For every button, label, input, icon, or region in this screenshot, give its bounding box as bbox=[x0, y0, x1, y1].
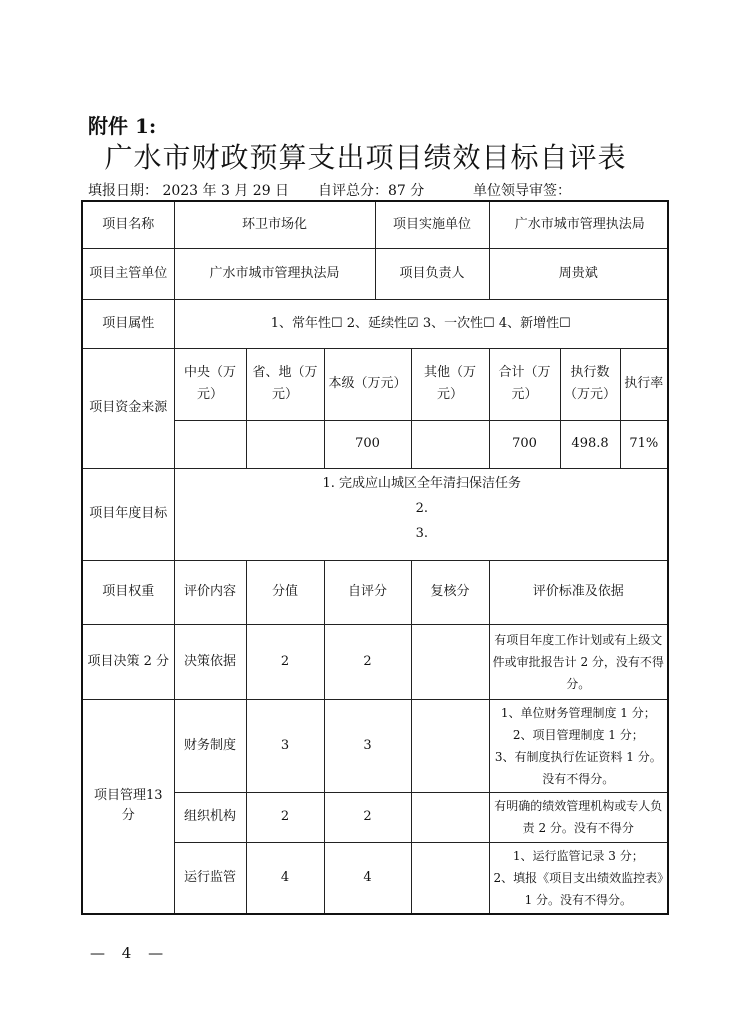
decision-content: 决策依据 bbox=[174, 624, 246, 699]
funds-value-rate: 71% bbox=[620, 420, 668, 468]
criteria-line: 2、填报《项目支出绩效监控表》1 分。没有不得分。 bbox=[493, 870, 664, 907]
self-score: 自评总分：87 分 bbox=[318, 183, 425, 199]
admin-unit-value: 广水市城市管理执法局 bbox=[174, 248, 375, 299]
management-review-score bbox=[411, 792, 489, 842]
funds-value-executed: 498.8 bbox=[560, 420, 620, 468]
project-attribute-value: 1、常年性☐ 2、延续性☑ 3、一次性☐ 4、新增性☐ bbox=[174, 299, 668, 348]
funds-value-total: 700 bbox=[489, 420, 560, 468]
goal-item: 2. bbox=[415, 500, 428, 516]
annual-goals-list bbox=[174, 468, 668, 560]
decision-criteria: 有项目年度工作计划或有上级文件或审批报告计 2 分，没有不得分。 bbox=[489, 624, 668, 699]
management-self-score: 3 bbox=[324, 699, 411, 792]
funds-value-local: 700 bbox=[324, 420, 411, 468]
funds-header: 执行数（万元） bbox=[560, 348, 620, 420]
funds-header: 执行率 bbox=[620, 348, 668, 420]
attachment-label: 附件 1: bbox=[88, 114, 157, 138]
table-row bbox=[82, 299, 668, 348]
table-row bbox=[82, 624, 668, 699]
eval-header: 复核分 bbox=[411, 560, 489, 624]
goal-item: 3. bbox=[415, 525, 428, 541]
eval-header: 自评分 bbox=[324, 560, 411, 624]
management-self-score: 4 bbox=[324, 842, 411, 914]
management-weight: 项目管理13 分 bbox=[82, 699, 174, 914]
management-criteria bbox=[489, 792, 668, 842]
table-row bbox=[82, 201, 668, 248]
project-attribute-label: 项目属性 bbox=[82, 299, 174, 348]
funds-value-province bbox=[246, 420, 324, 468]
table-row bbox=[82, 560, 668, 624]
funds-header: 其他（万元） bbox=[411, 348, 489, 420]
management-review-score bbox=[411, 699, 489, 792]
fill-date: 填报日期： 2023 年 3 月 29 日 bbox=[88, 183, 290, 199]
eval-header: 评价标准及依据 bbox=[489, 560, 668, 624]
project-lead-label: 项目负责人 bbox=[375, 248, 489, 299]
leader-sign: 单位领导审签： bbox=[473, 183, 571, 199]
management-review-score bbox=[411, 842, 489, 914]
criteria-line: 1、运行监管记录 3 分； bbox=[512, 848, 644, 863]
management-self-score: 2 bbox=[324, 792, 411, 842]
page-number: — 4 — bbox=[90, 944, 170, 962]
decision-score: 2 bbox=[246, 624, 324, 699]
management-score: 4 bbox=[246, 842, 324, 914]
management-score: 2 bbox=[246, 792, 324, 842]
implementing-unit-label: 项目实施单位 bbox=[375, 201, 489, 248]
decision-self-score: 2 bbox=[324, 624, 411, 699]
table-row bbox=[82, 468, 668, 560]
table-row bbox=[82, 699, 668, 792]
funds-header: 合计（万元） bbox=[489, 348, 560, 420]
annual-goals-label: 项目年度目标 bbox=[82, 468, 174, 560]
goal-item: 1. 完成应山城区全年清扫保洁任务 bbox=[322, 475, 522, 491]
management-score: 3 bbox=[246, 699, 324, 792]
decision-weight: 项目决策 2 分 bbox=[82, 624, 174, 699]
table-row bbox=[82, 248, 668, 299]
management-content: 财务制度 bbox=[174, 699, 246, 792]
admin-unit-label: 项目主管单位 bbox=[82, 248, 174, 299]
funds-header: 省、地（万元） bbox=[246, 348, 324, 420]
project-name-label: 项目名称 bbox=[82, 201, 174, 248]
criteria-line: 1、单位财务管理制度 1 分； bbox=[500, 705, 656, 720]
management-content: 运行监管 bbox=[174, 842, 246, 914]
funds-source-label: 项目资金来源 bbox=[82, 348, 174, 468]
management-criteria bbox=[489, 699, 668, 792]
project-name-value: 环卫市场化 bbox=[174, 201, 375, 248]
funds-header: 本级（万元） bbox=[324, 348, 411, 420]
project-lead-value: 周贵斌 bbox=[489, 248, 668, 299]
management-content: 组织机构 bbox=[174, 792, 246, 842]
criteria-line: 2、项目管理制度 1 分； bbox=[512, 727, 644, 742]
page-title: 广水市财政预算支出项目绩效目标自评表 bbox=[104, 141, 627, 174]
funds-value-other bbox=[411, 420, 489, 468]
evaluation-table bbox=[81, 200, 669, 915]
decision-review-score bbox=[411, 624, 489, 699]
criteria-line: 3、有制度执行佐证资料 1 分。没有不得分。 bbox=[494, 749, 662, 786]
funds-value-central bbox=[174, 420, 246, 468]
eval-header: 分值 bbox=[246, 560, 324, 624]
funds-header: 中央（万元） bbox=[174, 348, 246, 420]
management-criteria bbox=[489, 842, 668, 914]
eval-header: 项目权重 bbox=[82, 560, 174, 624]
eval-header: 评价内容 bbox=[174, 560, 246, 624]
criteria-line: 有明确的绩效管理机构或专人负责 2 分。没有不得分 bbox=[494, 799, 663, 835]
implementing-unit-value: 广水市城市管理执法局 bbox=[489, 201, 668, 248]
table-row bbox=[82, 348, 668, 420]
